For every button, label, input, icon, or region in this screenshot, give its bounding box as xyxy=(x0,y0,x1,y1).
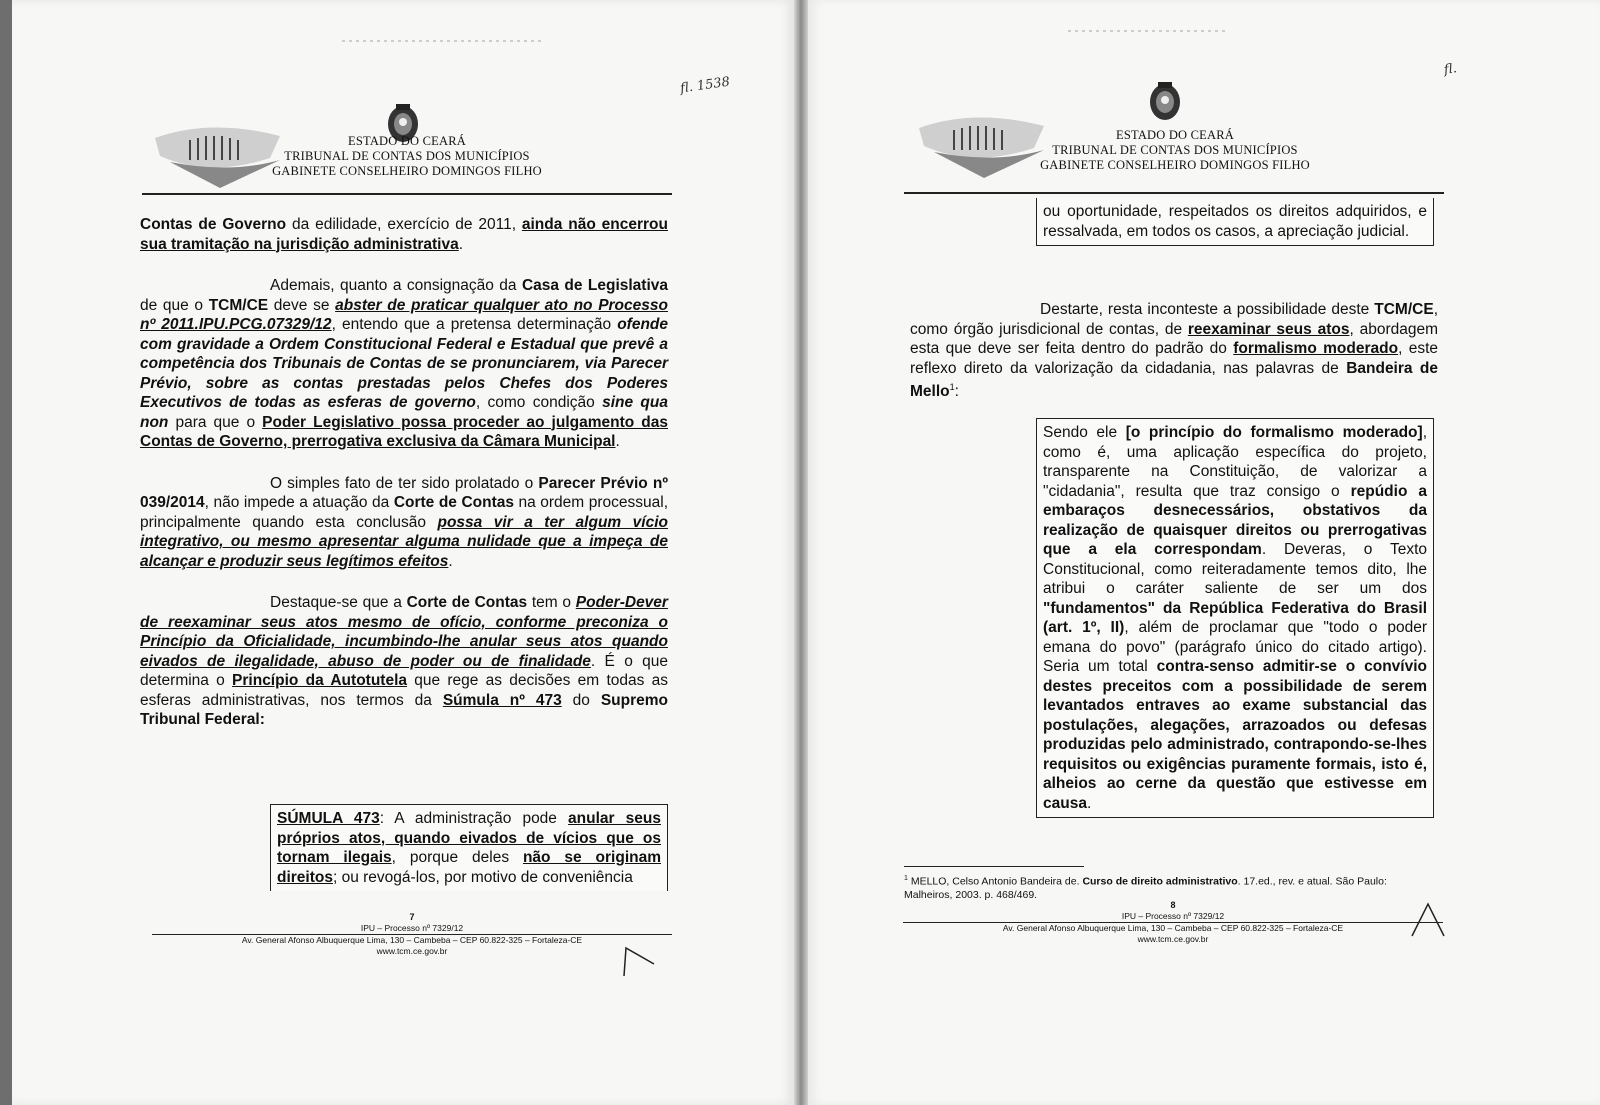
sumula-quote-box: SÚMULA 473: A administração pode anular seus próprios atos, quando eivados de vícios que os tornam ilegais, porque deles não se originam direitos; ou revogá-los, por motivo de conveniência xyxy=(270,804,668,891)
initials-mark xyxy=(620,938,660,978)
footer-address: Av. General Afonso Albuquerque Lima, 130 – Cambeba – CEP 60.822-325 – Fortaleza-CE xyxy=(1002,923,1344,933)
document-page-right xyxy=(808,0,1600,1105)
left-body-text xyxy=(140,215,668,752)
document-page-left xyxy=(12,0,794,1105)
handwritten-folio: fl. 1538 xyxy=(679,74,731,97)
header-rule xyxy=(142,193,672,195)
scan-artifact xyxy=(1068,30,1228,32)
page-footer xyxy=(973,900,1373,945)
paragraph: Destarte, resta inconteste a possibilidade deste TCM/CE, como órgão jurisdicional de contas, de reexaminar seus atos, abordagem esta que deve ser feita dentro do padrão do formalismo moderado, este reflexo direto da valorização da cidadania, nas palavras de Bandeira de Mello$^1$: xyxy=(910,301,1438,401)
footnote: $^1$ MELLO, Celso Antonio Bandeira de. Curso de direito administrativo. 17.ed., rev. e atual. São Paulo: Malheiros, 2003. p. 468/469. xyxy=(904,875,1387,901)
scan-artifact xyxy=(342,40,542,42)
footnote-rule xyxy=(904,866,1084,867)
header-rule xyxy=(904,192,1444,194)
footer-process: IPU – Processo nº 7329/12 xyxy=(1121,911,1225,921)
paragraph: O simples fato de ter sido prolatado o Parecer Prévio nº 039/2014, não impede a atuação da Corte de Contas na ordem processual, principalmente quando esta conclusão possa vir a ter algum vício integrativo, ou mesmo apresentar alguma nulidade que a impeça de alcançar e produzir seus legítimos efeitos. xyxy=(140,474,668,570)
letterhead-state: ESTADO DO CEARÁ xyxy=(1116,128,1234,142)
footer-address: Av. General Afonso Albuquerque Lima, 130 – Cambeba – CEP 60.822-325 – Fortaleza-CE xyxy=(241,935,583,945)
footer-website: www.tcm.ce.gov.br xyxy=(1137,934,1209,944)
footer-process: IPU – Processo nº 7329/12 xyxy=(360,923,464,933)
doctrine-quote-box: Sendo ele [o princípio do formalismo moderado], como é, uma aplicação específica do projeto, transparente na Constituição, de valorizar a "cidadania", resulta que traz consigo o repúdio a embaraços desnecessários, obstativos da realização de quaisquer direitos ou prerrogativas que a ela correspondam. Deveras, o Texto Constitucional, como reiteradamente temos dito, lhe atribui o caráter saliente de ser um dos "fundamentos" da República Federativa do Brasil (art. 1º, II), além de proclamar que "todo o poder emana do povo" (parágrafo único do citado artigo). Seria um total contra-senso admitir-se o convívio destes preceitos com a possibilidade de serem levantados entraves ao exame substancial das postulações, alegações, arrazoados ou defesas produzidas pelo administrado, contrapondo-se-lhes requisitos ou exigências puramente formais, isto é, alheios ao cerne da questão que estivesse em causa. xyxy=(1036,418,1434,818)
page-number: 7 xyxy=(409,912,415,922)
paragraph: Destaque-se que a Corte de Contas tem o Poder-Dever de reexaminar seus atos mesmo de ofício, conforme preconiza o Princípio da Oficialidade, incumbindo-lhe anular seus atos quando eivados de ilegalidade, abuso de poder ou de finalidade. É o que determina o Princípio da Autotutela que rege as decisões em todas as esferas administrativas, nos termos da Súmula nº 473 do Supremo Tribunal Federal: xyxy=(140,594,668,728)
paragraph: Contas de Governo da edilidade, exercício de 2011, ainda não encerrou sua tramitação na jurisdição administrativa. xyxy=(140,216,668,253)
right-body-text xyxy=(910,300,1438,424)
letterhead-office: GABINETE CONSELHEIRO DOMINGOS FILHO xyxy=(1040,158,1310,172)
page-number: 8 xyxy=(1170,900,1176,910)
letterhead-state: ESTADO DO CEARÁ xyxy=(348,134,466,148)
letterhead xyxy=(257,134,557,179)
initials-mark xyxy=(1408,900,1448,940)
coat-of-arms-emblem xyxy=(1144,78,1186,124)
page-fold xyxy=(794,0,808,1105)
letterhead xyxy=(1020,128,1330,173)
handwritten-folio: fl. xyxy=(1443,61,1458,78)
letterhead-tribunal: TRIBUNAL DE CONTAS DOS MUNICÍPIOS xyxy=(284,149,530,163)
letterhead-tribunal: TRIBUNAL DE CONTAS DOS MUNICÍPIOS xyxy=(1052,143,1298,157)
footer-website: www.tcm.ce.gov.br xyxy=(376,946,448,956)
sumula-quote-continuation: ou oportunidade, respeitados os direitos adquiridos, e ressalvada, em todos os casos, a apreciação judicial. xyxy=(1036,198,1434,246)
letterhead-office: GABINETE CONSELHEIRO DOMINGOS FILHO xyxy=(272,164,542,178)
paragraph: Ademais, quanto a consignação da Casa de Legislativa de que o TCM/CE deve se abster de praticar qualquer ato no Processo nº 2011.IPU.PCG.07329/12, entendo que a pretensa determinação ofende com gravidade a Ordem Constitucional Federal e Estadual que prevê a competência dos Tribunais de Contas de se pronunciarem, via Parecer Prévio, sobre as contas prestadas pelos Chefes dos Poderes Executivos de todas as esferas de governo, como condição sine qua non para que o Poder Legislativo possa proceder ao julgamento das Contas de Governo, prerrogativa exclusiva da Câmara Municipal. xyxy=(140,277,669,450)
page-footer xyxy=(212,912,612,957)
